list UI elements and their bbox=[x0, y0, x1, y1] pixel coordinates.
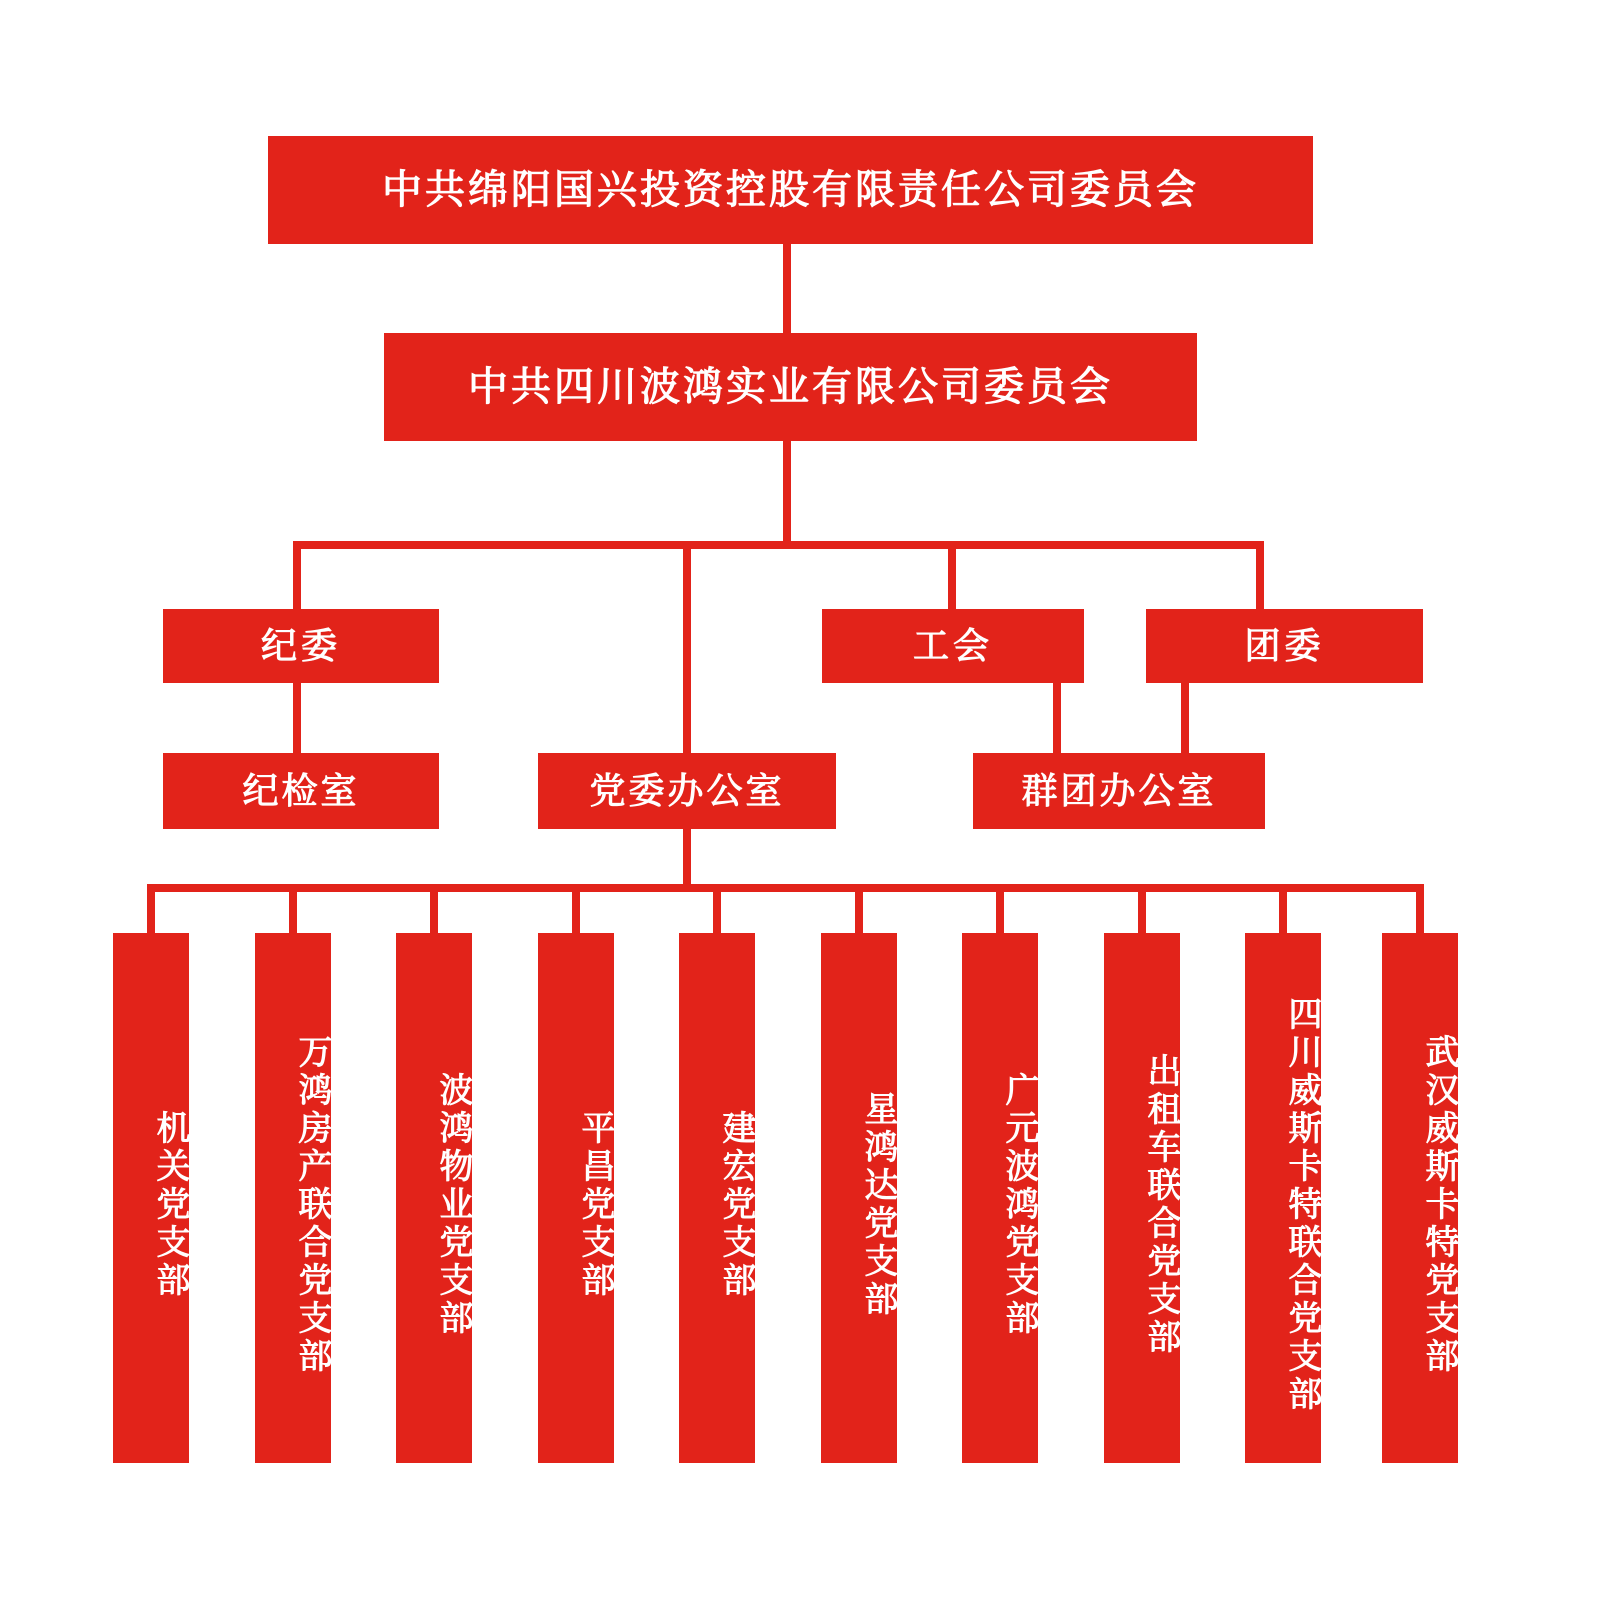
node-branch-5: 建宏党支部 bbox=[679, 933, 755, 1463]
connector-bus-to-gonghui bbox=[948, 541, 956, 609]
node-branch-9: 四川威斯卡特联合党支部 bbox=[1245, 933, 1321, 1463]
connector-branch-bus bbox=[147, 884, 1424, 892]
connector-dangwei-stem bbox=[683, 829, 691, 884]
node-quntuan-bangongshi: 群团办公室 bbox=[973, 753, 1265, 829]
connector-bus-to-jiwei bbox=[293, 541, 301, 609]
node-gonghui: 工会 bbox=[822, 609, 1084, 683]
connector-bus-to-tuanwei bbox=[1256, 541, 1264, 609]
connector-root-to-level2 bbox=[783, 244, 791, 333]
connector-bus-to-office-dangwei bbox=[683, 541, 691, 753]
connector-bus-to-branch-10 bbox=[1416, 884, 1424, 933]
node-branch-4: 平昌党支部 bbox=[538, 933, 614, 1463]
connector-level3-bus bbox=[293, 541, 1264, 549]
connector-gonghui-to-quntuan bbox=[1053, 683, 1061, 753]
connector-bus-to-branch-5 bbox=[713, 884, 721, 933]
node-branch-6: 星鸿达党支部 bbox=[821, 933, 897, 1463]
node-root: 中共绵阳国兴投资控股有限责任公司委员会 bbox=[268, 136, 1313, 244]
node-tuanwei: 团委 bbox=[1146, 609, 1423, 683]
connector-bus-to-branch-3 bbox=[430, 884, 438, 933]
connector-bus-to-branch-6 bbox=[855, 884, 863, 933]
connector-level2-stem bbox=[783, 441, 791, 541]
connector-jiwei-to-jijianshi bbox=[293, 683, 301, 753]
node-branch-7: 广元波鸿党支部 bbox=[962, 933, 1038, 1463]
node-branch-3: 波鸿物业党支部 bbox=[396, 933, 472, 1463]
node-level2: 中共四川波鸿实业有限公司委员会 bbox=[384, 333, 1197, 441]
connector-bus-to-branch-1 bbox=[147, 884, 155, 933]
node-jiwei: 纪委 bbox=[163, 609, 439, 683]
connector-bus-to-branch-7 bbox=[996, 884, 1004, 933]
connector-bus-to-branch-2 bbox=[289, 884, 297, 933]
connector-bus-to-branch-4 bbox=[572, 884, 580, 933]
node-branch-8: 出租车联合党支部 bbox=[1104, 933, 1180, 1463]
connector-bus-to-branch-8 bbox=[1138, 884, 1146, 933]
node-dangwei-bangongshi: 党委办公室 bbox=[538, 753, 836, 829]
node-branch-10: 武汉威斯卡特党支部 bbox=[1382, 933, 1458, 1463]
node-jijianshi: 纪检室 bbox=[163, 753, 439, 829]
node-branch-1: 机关党支部 bbox=[113, 933, 189, 1463]
node-branch-2: 万鸿房产联合党支部 bbox=[255, 933, 331, 1463]
connector-tuanwei-to-quntuan bbox=[1181, 683, 1189, 753]
connector-bus-to-branch-9 bbox=[1279, 884, 1287, 933]
